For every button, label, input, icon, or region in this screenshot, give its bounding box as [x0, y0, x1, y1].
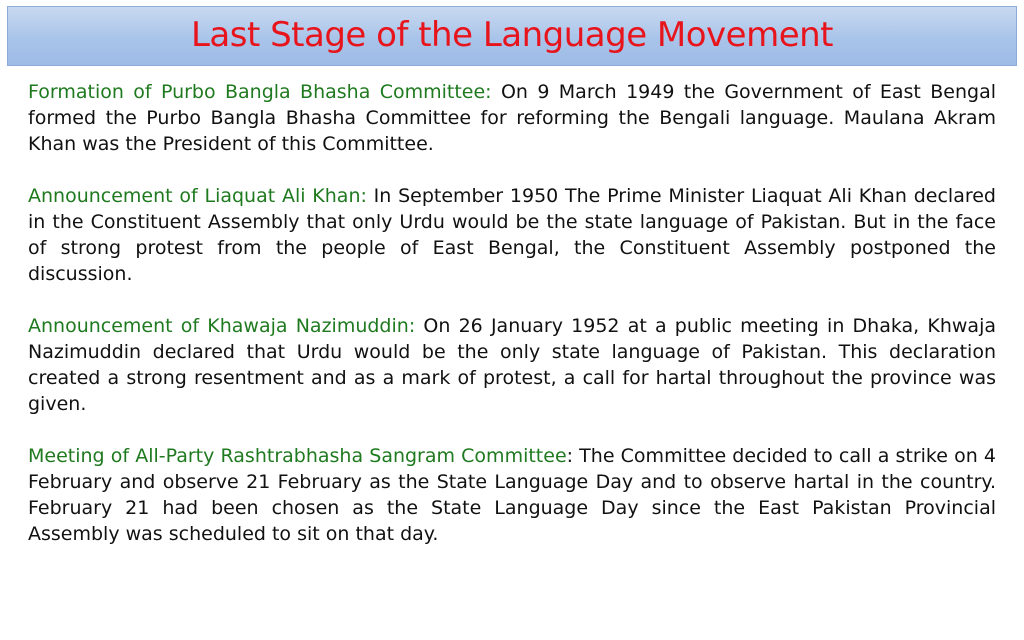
paragraph-liaquat-ali-khan — [28, 183, 996, 287]
paragraph-bhasha-committee — [28, 79, 996, 157]
paragraph-text: On 9 March 1949 the Government of East Bengal formed the Purbo Bangla Bhasha Committee for reforming the Bengali language. Maulana Akram Khan was the President of this Committee. — [28, 81, 996, 155]
paragraph-text: : The Committee decided to call a strike on 4 February and observe 21 February as the State Language Day and to observe hartal in the country. February 21 had been chosen as the State Language Day since the East Pakistan Provincial Assembly was scheduled to sit on that day. — [28, 445, 996, 545]
paragraph-heading: Formation of Purbo Bangla Bhasha Committee: — [28, 81, 492, 103]
paragraph-heading: Announcement of Liaquat Ali Khan: — [28, 185, 367, 207]
slide-content — [28, 79, 996, 573]
paragraph-text: In September 1950 The Prime Minister Liaquat Ali Khan declared in the Constituent Assembly that only Urdu would be the state language of Pakistan. But in the face of strong protest from the people of East Bengal, the Constituent Assembly postponed the discussion. — [28, 185, 996, 285]
paragraph-khawaja-nazimuddin — [28, 313, 996, 417]
paragraph-heading: Announcement of Khawaja Nazimuddin: — [28, 315, 416, 337]
title-bar — [7, 6, 1017, 66]
paragraph-text: On 26 January 1952 at a public meeting in Dhaka, Khwaja Nazimuddin declared that Urdu would be the only state language of Pakistan. This declaration created a strong resentment and as a mark of protest, a call for hartal throughout the province was given. — [28, 315, 996, 415]
paragraph-heading: Meeting of All-Party Rashtrabhasha Sangram Committee — [28, 445, 567, 467]
slide-title: Last Stage of the Language Movement — [190, 15, 834, 55]
paragraph-sangram-committee — [28, 443, 996, 547]
